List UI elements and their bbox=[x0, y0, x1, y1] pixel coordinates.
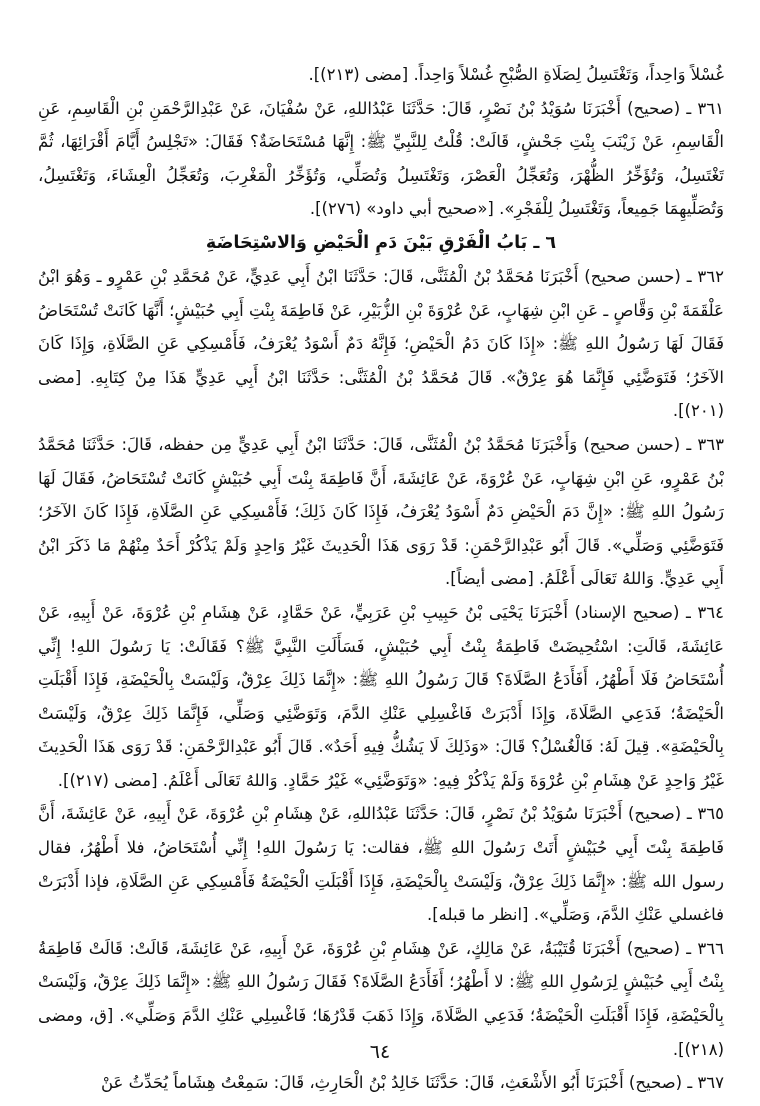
chapter-title: ٦ ـ بَابُ الْفَرْقِ بَيْنَ دَمِ الْحَيْضِ وَالاسْتِحَاضَةِ bbox=[205, 232, 557, 253]
hadith-363: ٣٦٣ ـ (حسن صحيح) وَأَخْبَرَنَا مُحَمَّدُ بْنُ الْمُثَنَّى، قَالَ: حَدَّثَنَا ابْنُ أَبِي عَدِيٍّ مِن حفظه، قَالَ: حَدَّثَنَا مُحَمَّدُ بْنُ عَمْرٍو، عَنِ ابْنِ شِهَابٍ، عَنْ عُرْوَةَ، عَنْ عَائِشَةَ، أَنَّ فَاطِمَةَ بِنْتَ أَبِي حُبَيْشٍ كَانَتْ تُسْتَحَاضُ، فَقَالَ لَهَا رَسُولُ اللهِ ﷺ: «إِنَّ دَمَ الْحَيْضِ دَمٌ أَسْوَدُ يُعْرَفُ، فَإِذَا كَانَ ذَلِكَ؛ فَأَمْسِكِي عَنِ الصَّلَاةِ، فَإِذَا كَانَ الآخَرُ؛ فَتَوَضَّئِي وَصَلِّي». قَالَ أَبُو عَبْدِالرَّحْمَنِ: قَدْ رَوَى هَذَا الْحَدِيثَ غَيْرُ وَاحِدٍ وَلَمْ يَذْكُرْ أَحَدٌ مِنْهُمْ مَا ذَكَرَ ابْنُ أَبِي عَدِيٍّ. وَاللهُ تَعَالَى أَعْلَمُ. [مضى أيضاً]. bbox=[38, 434, 724, 589]
hadith-362: ٣٦٢ ـ (حسن صحيح) أَخْبَرَنَا مُحَمَّدُ بْنُ الْمُثَنَّى، قَالَ: حَدَّثَنَا ابْنُ أَبِي عَدِيٍّ، عَنْ مُحَمَّدِ بْنِ عَمْرٍو ـ وَهُوَ ابْنُ عَلْقَمَةَ بْنِ وَقَّاصٍ ـ عَنِ ابْنِ شِهَابٍ، عَنْ عُرْوَةَ بْنِ الزُّبَيْرِ، عَنْ فَاطِمَةَ بِنْتِ أَبِي حُبَيْشٍ؛ أَنَّهَا كَانَتْ تُسْتَحَاضُ فَقَالَ لَهَا رَسُولُ اللهِ ﷺ: «إِذَا كَانَ دَمُ الْحَيْضِ؛ فَإِنَّهُ دَمٌ أَسْوَدُ يُعْرَفُ، فَأَمْسِكِي عَنِ الصَّلَاةِ، وَإِذَا كَانَ الآخَرُ؛ فَتَوَضَّئِي فَإِنَّمَا هُوَ عِرْقٌ». قَالَ مُحَمَّدُ بْنُ الْمُثَنَّى: حَدَّثَنَا ابْنُ أَبِي عَدِيٍّ هَذَا مِنْ كِتَابِهِ. [مضى (٢٠١)]. bbox=[38, 266, 724, 421]
hadith-367: ٣٦٧ ـ (صحيح) أَخْبَرَنَا أَبُو الأَشْعَثِ، قَالَ: حَدَّثَنَا خَالِدُ بْنُ الْحَارِثِ، قَالَ: سَمِعْتُ هِشَاماً يُحَدِّثُ عَنْ bbox=[100, 1073, 724, 1093]
page-number: ٦٤ bbox=[369, 1041, 391, 1063]
page-body bbox=[38, 58, 724, 1100]
hadith-365: ٣٦٥ ـ (صحيح) أَخْبَرَنَا سُوَيْدُ بْنُ نَصْرٍ، قَالَ: حَدَّثَنَا عَبْدُاللهِ، عَنْ هِشَامِ بْنِ عُرْوَةَ، عَنْ أَبِيهِ، عَنْ عَائِشَةَ، أَنَّ فَاطِمَةَ بِنْتَ أَبِي حُبَيْشٍ أَتَتْ رَسُولَ اللهِ ﷺ، فقالت: يَا رَسُولَ اللهِ! إِنِّي أُسْتَحَاضُ، فلا أَطْهُرُ، فقال رسول الله ﷺ: «إِنَّمَا ذَلِكَ عِرْقٌ، وَلَيْسَتْ بِالْحَيْضَةِ، فَإِذَا أَقْبَلَتِ الْحَيْضَةُ فَأَمْسِكِي عَنِ الصَّلَاةِ، فإذا أَدْبَرَتْ فاغسلي عَنْكِ الدَّمَ، وَصَلِّي». [انظر ما قبله]. bbox=[38, 804, 724, 925]
hadith-361: ٣٦١ ـ (صحيح) أَخْبَرَنَا سُوَيْدُ بْنُ نَصْرٍ، قَالَ: حَدَّثَنَا عَبْدُاللهِ، عَنْ سُفْيَانَ، عَنْ عَبْدِالرَّحْمَنِ بْنِ الْقَاسِمِ، عَنِ الْقَاسِمِ، عَنْ زَيْنَبَ بِنْتِ جَحْشٍ، قَالَتْ: قُلْتُ لِلنَّبِيِّ ﷺ: إِنَّهَا مُسْتَحَاضَةٌ؟ فَقَالَ: «تَجْلِسُ أَيَّامَ أَقْرَائِهَا، ثُمَّ تَغْتَسِلُ، وَتُؤَخِّرُ الظُّهْرَ، وَتُعَجِّلُ الْعَصْرَ، وَتَغْتَسِلُ وَتُصَلِّي، وَتُؤَخِّرُ الْمَغْرِبَ، وَتُعَجِّلُ الْعِشَاءَ، وَتَغْتَسِلُ، وَتُصَلِّيهِمَا جَمِيعاً، وَتَغْتَسِلُ لِلْفَجْرِ». [«صحيح أبي داود» (٢٧٦)]. bbox=[38, 98, 724, 219]
hadith-366: ٣٦٦ ـ (صحيح) أَخْبَرَنَا قُتَيْبَةُ، عَنْ مَالِكٍ، عَنْ هِشَامِ بْنِ عُرْوَةَ، عَنْ أَبِيهِ، عَنْ عَائِشَةَ، قَالَتْ: قَالَتْ فَاطِمَةُ بِنْتُ أَبِي حُبَيْشٍ لِرَسُولِ اللهِ ﷺ: لا أَطْهُرُ؛ أَفَأَدَعُ الصَّلَاةَ؟ فَقَالَ رَسُولُ اللهِ ﷺ: «إِنَّمَا ذَلِكَ عِرْقٌ، وَلَيْسَتْ بِالْحَيْضَةِ، فَإِذَا أَقْبَلَتِ الْحَيْضَةُ؛ فَدَعِي الصَّلَاةَ، وَإِذَا ذَهَبَ قَدْرُهَا؛ فَاغْسِلِي عَنْكِ الدَّمَ وَصَلِّي». [ق، ومضى (٢١٨)]. bbox=[38, 938, 724, 1059]
continued-text: غُسْلاً وَاحِداً، وَتَغْتَسِلُ لِصَلَاةِ الصُّبْحِ غُسْلاً وَاحِداً. [مضى (٢١٣)]. bbox=[308, 65, 724, 84]
hadith-364: ٣٦٤ ـ (صحيح الإسناد) أَخْبَرَنَا يَحْيَى بْنُ حَبِيبِ بْنِ عَرَبِيٍّ، عَنْ حَمَّادٍ، عَنْ هِشَامِ بْنِ عُرْوَةَ، عَنْ أَبِيهِ، عَنْ عَائِشَةَ، قَالَتِ: اسْتُحِيضَتْ فَاطِمَةُ بِنْتُ أَبِي حُبَيْشٍ، فَسَأَلَتِ النَّبِيَّ ﷺ؟ فَقَالَتْ: يَا رَسُولَ اللهِ! إِنِّي أُسْتَحَاضُ فَلَا أَطْهُرُ، أَفَأَدَعُ الصَّلَاةَ؟ قَالَ رَسُولُ اللهِ ﷺ: «إِنَّمَا ذَلِكَ عِرْقٌ، وَلَيْسَتْ بِالْحَيْضَةِ، فَإِذَا أَقْبَلَتِ الْحَيْضَةُ؛ فَدَعِي الصَّلَاةَ، وَإِذَا أَدْبَرَتْ فَاغْسِلِي عَنْكِ الدَّمَ، وَتَوَضَّئِي وَصَلِّي، فَإِنَّمَا ذَلِكَ عِرْقٌ، وَلَيْسَتْ بِالْحَيْضَةِ». قِيلَ لَهُ: فَالْغُسْلُ؟ قَالَ: «وَذَلِكَ لَا يَشُكُّ فِيهِ أَحَدٌ». قَالَ أَبُو عَبْدِالرَّحْمَنِ: قَدْ رَوَى هَذَا الْحَدِيثَ غَيْرُ وَاحِدٍ عَنْ هِشَامِ بْنِ عُرْوَةَ وَلَمْ يَذْكُرْ فِيهِ: «وَتَوَضَّئِي» غَيْرُ حَمَّادٍ. وَاللهُ تَعَالَى أَعْلَمُ. [مضى (٢١٧)]. bbox=[38, 602, 724, 790]
